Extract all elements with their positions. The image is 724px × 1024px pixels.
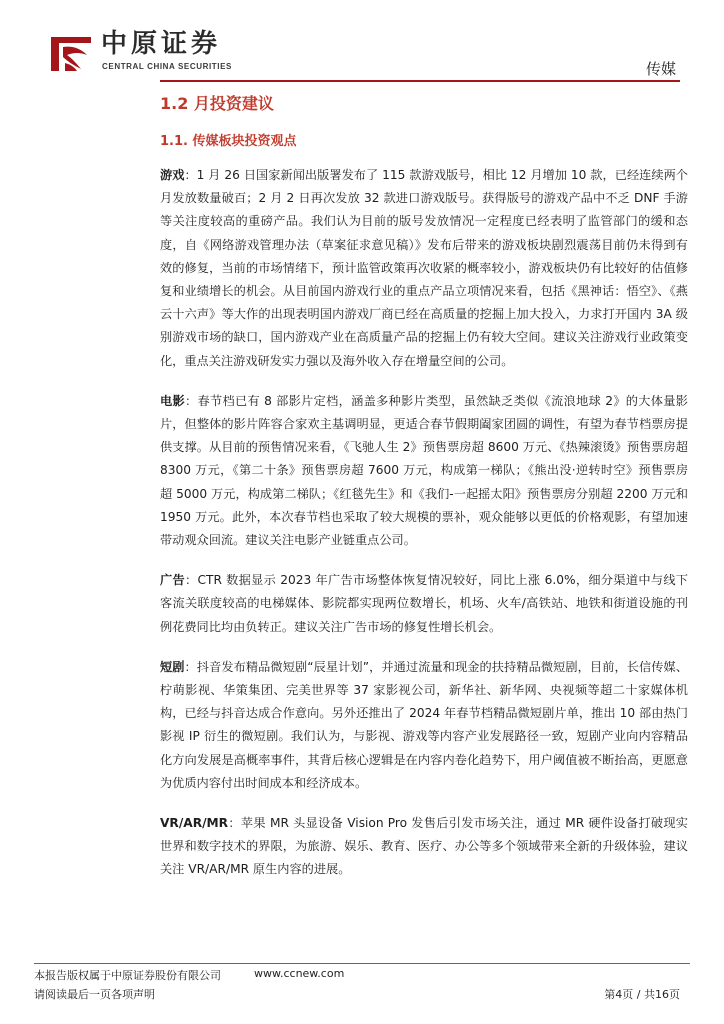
paragraph-games — [160, 164, 688, 373]
paragraph-text: ：春节档已有 8 部影片定档，涵盖多种影片类型，虽然缺乏类似《流浪地球 2》的大体量影片，但整体的影片阵容合家欢主基调明显，更适合春节假期阖家团圆的调性，有望为春节档票房提供支撑。从目前的预售情况来看，《飞驰人生 2》预售票房超 8600 万元、《热辣滚烫》预售票房超 8300 万元，《第二十条》预售票房超 7600 万元，构成第一梯队；《熊出没·逆转时空》预售票房超 5000 万元，构成第二梯队；《红毯先生》和《我们-一起摇太阳》预售票房分别超 2200 万元和 1950 万元。此外，本次春节档也采取了较大规模的票补，观众能够以更低的价格观影，有望加速带动观众回流。建议关注电影产业链重点公司。 — [160, 393, 688, 548]
main-content — [160, 90, 688, 899]
paragraph-label: 广告 — [160, 573, 185, 588]
footer-disclaimer: 请阅读最后一页各项声明 — [34, 988, 155, 1001]
paragraph-label: VR/AR/MR — [160, 816, 229, 831]
footer-website-link[interactable]: www.ccnew.com — [254, 967, 345, 980]
footer-divider — [34, 963, 690, 964]
paragraph-text: ：CTR 数据显示 2023 年广告市场整体恢复情况较好，同比上涨 6.0%，细分渠道中与线下客流关联度较高的电梯媒体、影院都实现两位数增长，机场、火车/高铁站、地铁和街道设施的刊例花费同比均由负转正。建议关注广告市场的修复性增长机会。 — [160, 573, 688, 634]
paragraph-vr-ar-mr — [160, 812, 688, 882]
paragraph-short-drama — [160, 656, 688, 795]
company-name-en: CENTRAL CHINA SECURITIES — [102, 62, 232, 71]
paragraph-advertising — [160, 569, 688, 639]
paragraph-film — [160, 390, 688, 552]
paragraph-label: 电影 — [160, 393, 185, 408]
paragraph-label: 短剧 — [160, 659, 185, 674]
paragraph-text: ：1 月 26 日国家新闻出版署发布了 115 款游戏版号，相比 12 月增加 10 款，已经连续两个月发放数量破百；2 月 2 日再次发放 32 款进口游戏版号。获得版号的游戏产品中不乏 DNF 手游等关注度较高的重磅产品。我们认为目前的版号发放情况一定程度已经表明了监管部门的缓和态度，自《网络游戏管理办法（草案征求意见稿）》发布后带来的游戏板块剧烈震荡目前仍未得到有效的修复，当前的市场情绪下，预计监管政策再次收紧的概率较小，游戏板块仍有比较好的估值修复和业绩增长的机会。从目前国内游戏行业的重点产品立项情况来看，包括《黑神话：悟空》、《燕云十六声》等大作的出现表明国内游戏厂商已经在高质量的挖掘上加大投入，力求打开国内 3A 级别游戏市场的缺口，国内游戏产业在高质量产品的挖掘上仍有较大空间。建议关注游戏行业政策变化，重点关注游戏研发实力强以及海外收入存在增量空间的公司。 — [160, 168, 688, 368]
paragraph-text: ：苹果 MR 头显设备 Vision Pro 发售后引发市场关注，通过 MR 硬件设备打破现实世界和数字技术的界限，为旅游、娱乐、教育、医疗、办公等多个领域带来全新的升级体验，建议关注 VR/AR/MR 原生内容的进展。 — [160, 816, 688, 877]
company-logo-icon — [47, 33, 95, 73]
footer-copyright: 本报告版权属于中原证券股份有限公司 — [34, 969, 221, 982]
paragraph-text: ：抖音发布精品微短剧“辰星计划”，并通过流量和现金的扶持精品微短剧，目前，长信传媒、柠萌影视、华策集团、完美世界等 37 家影视公司，新华社、新华网、央视频等超二十家媒体机构，已经与抖音达成合作意向。另外还推出了 2024 年春节档精品微短剧片单，推出 10 部由热门影视 IP 衍生的微短剧。我们认为，与影视、游戏等内容产业发展路径一致，短剧产业向内容精品化方向发展是高概率事件，其背后核心逻辑是在内容内卷化趋势下，用户阈值被不断抬高，更愿意为优质内容付出时间成本和经济成本。 — [160, 659, 688, 790]
section-title: 1.2 月投资建议 — [160, 94, 274, 113]
page-header — [0, 0, 724, 82]
section-subtitle: 1.1. 传媒板块投资观点 — [160, 134, 297, 149]
page-number: 第4页 / 共16页 — [604, 988, 680, 1001]
paragraph-label: 游戏 — [160, 168, 185, 182]
sector-label: 传媒 — [645, 60, 676, 78]
header-divider — [160, 80, 680, 82]
company-name-cn: 中原证券 — [101, 29, 222, 59]
